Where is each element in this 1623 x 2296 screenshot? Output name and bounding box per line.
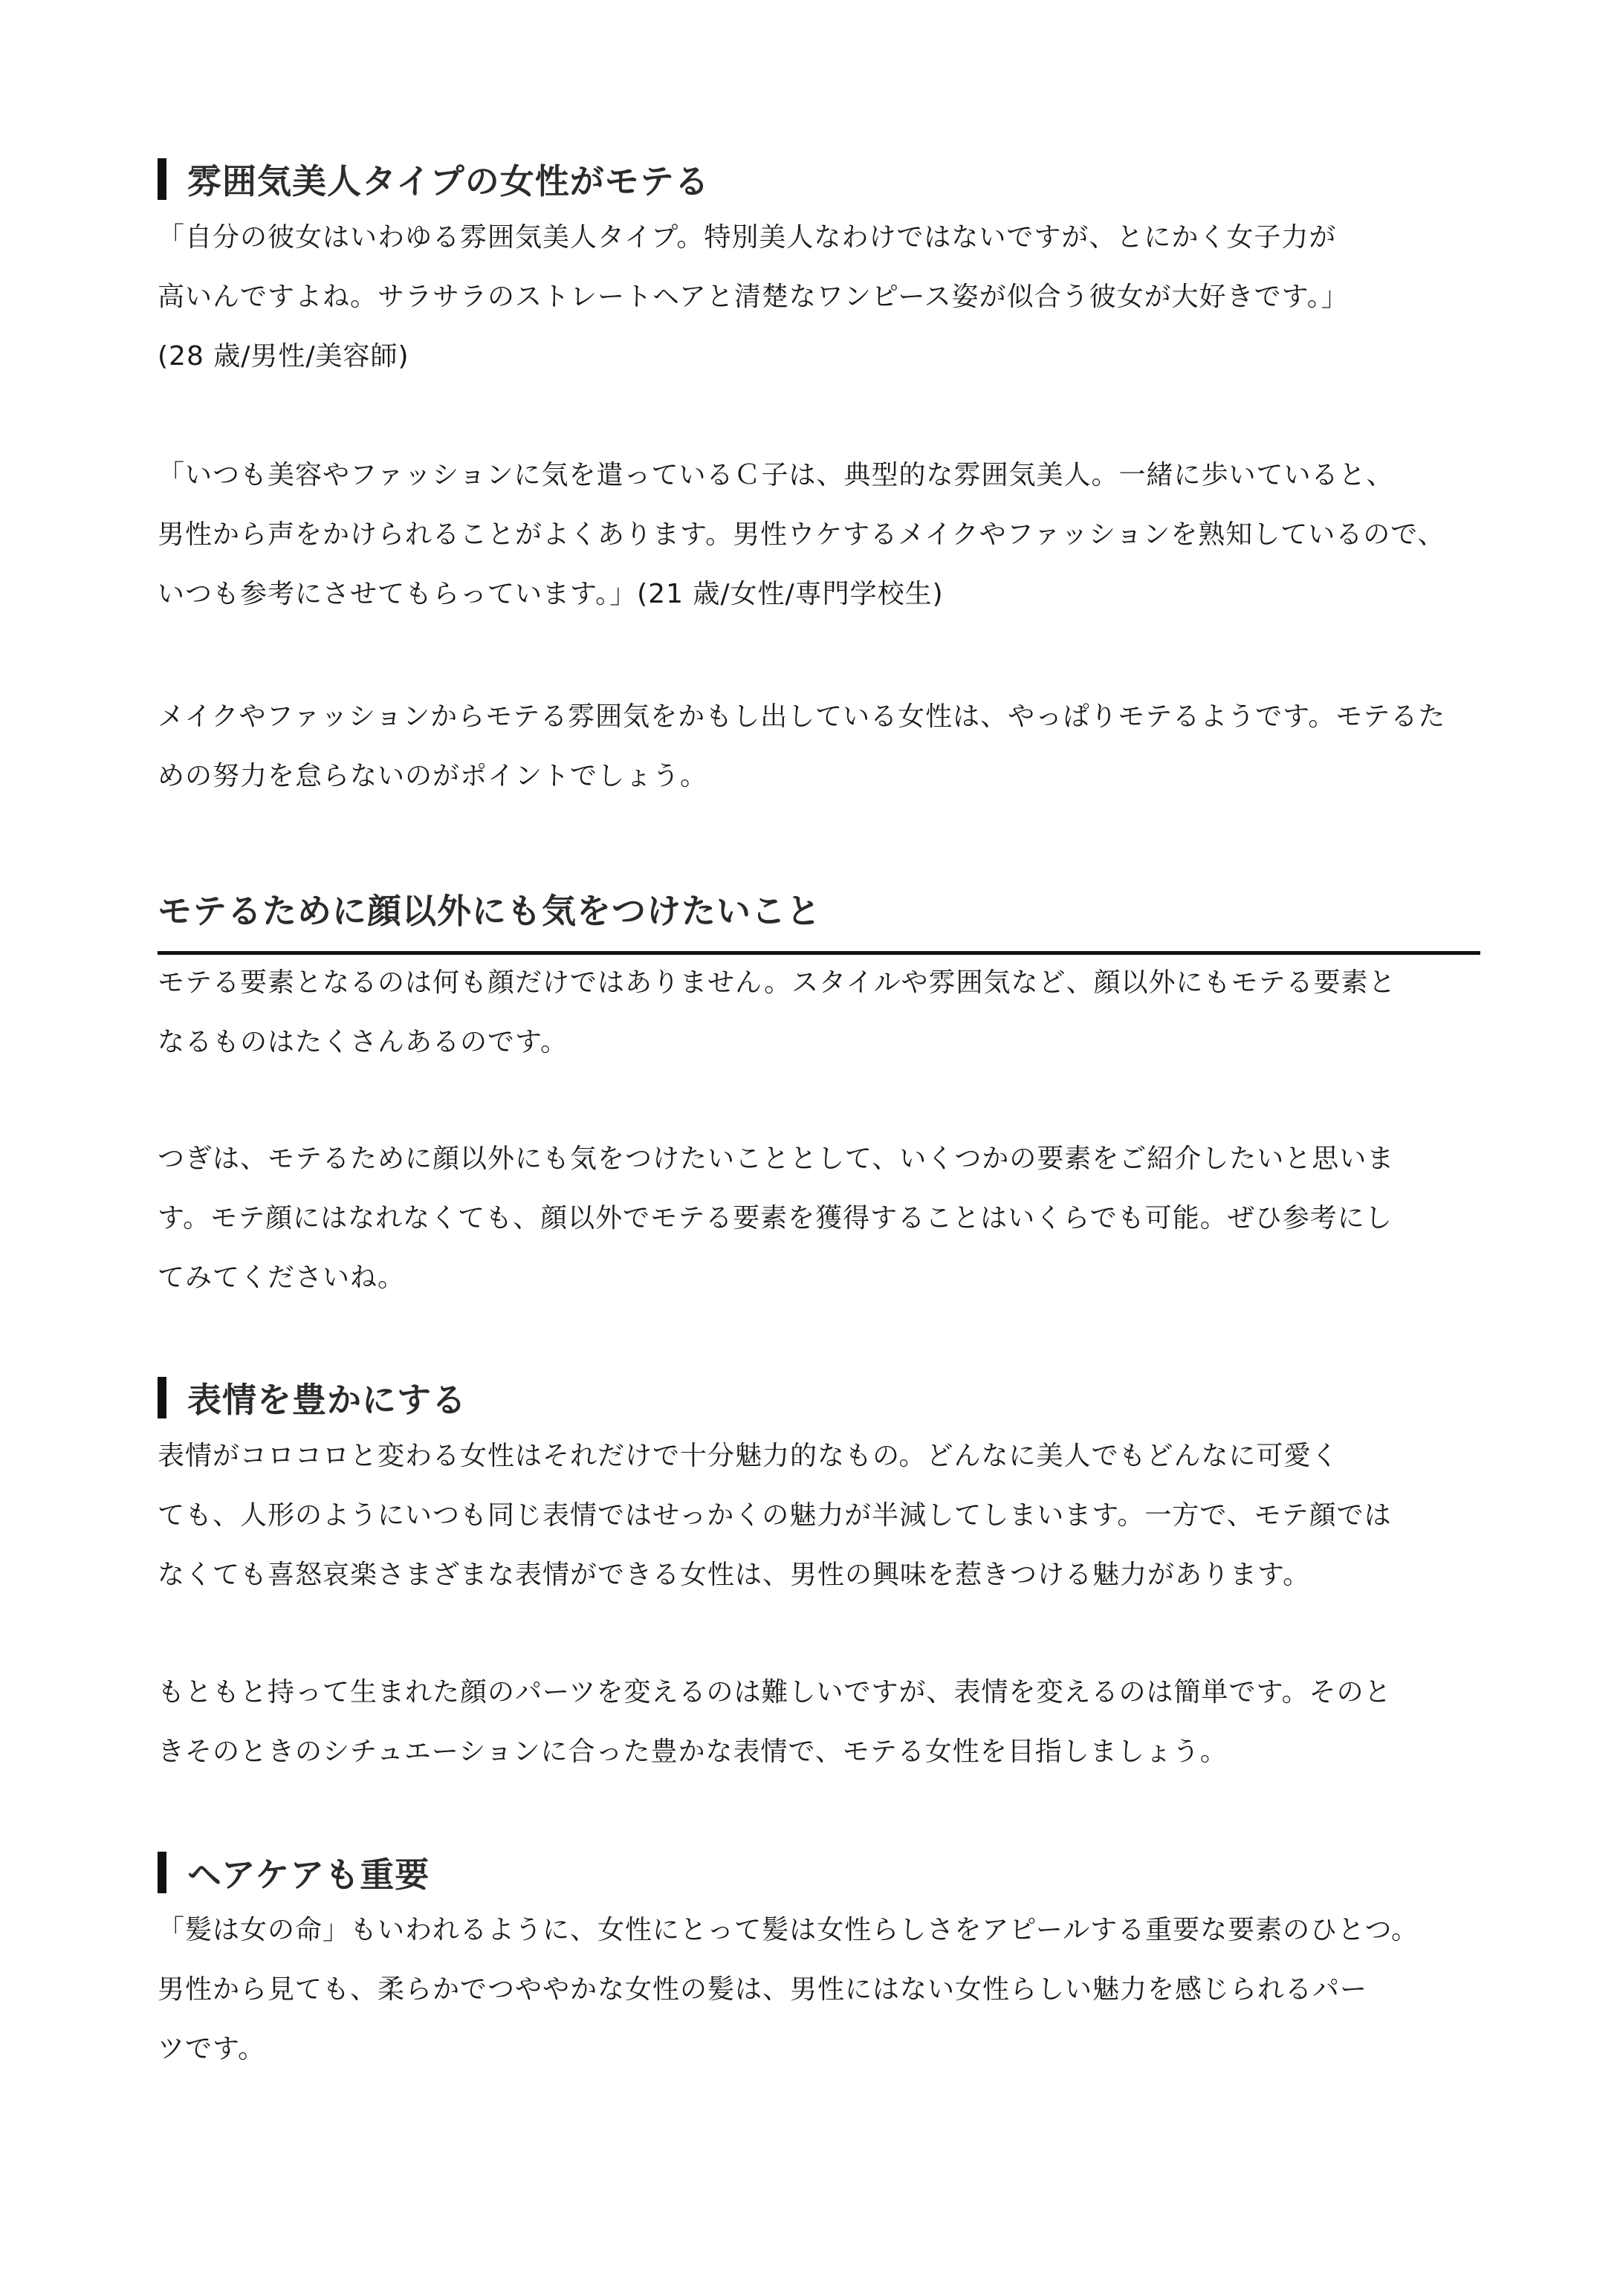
- paragraph-line: いつも参考にさせてもらっています。」(21 歳/女性/専門学校生): [158, 579, 944, 609]
- paragraph-line: ツです。: [158, 2034, 266, 2064]
- section-title: モテるために顔以外にも気をつけたいこと: [158, 891, 821, 931]
- paragraph-line: めの努力を怠らないのがポイントでしょう。: [158, 761, 708, 791]
- paragraph-line: す。モテ顔にはなれなくても、顔以外でモテる要素を獲得することはいくらでも可能。ぜひ参考にし: [158, 1203, 1393, 1233]
- paragraph-line: 「自分の彼女はいわゆる雰囲気美人タイプ。特別美人なわけではないですが、とにかく女子力が: [158, 222, 1337, 253]
- paragraph-line: なるものはたくさんあるのです。: [158, 1027, 568, 1057]
- paragraph-line: モテる要素となるのは何も顔だけではありません。スタイルや雰囲気など、顔以外にもモテる要素と: [158, 967, 1396, 998]
- section-heading-3: [158, 1377, 467, 1418]
- paragraph-line: メイクやファッションからモテる雰囲気をかもし出している女性は、やっぱりモテるようです。モテるた: [158, 701, 1446, 732]
- paragraph-line: 男性から声をかけられることがよくあります。男性ウケするメイクやファッションを熟知しているので、: [158, 519, 1445, 550]
- paragraph-line: てみてくださいね。: [158, 1262, 406, 1293]
- paragraph-line: (28 歳/男性/美容師): [158, 341, 409, 372]
- paragraph-line: きそのときのシチュエーションに合った豊かな表情で、モテる女性を目指しましょう。: [158, 1736, 1228, 1767]
- section-heading-1: [158, 158, 710, 200]
- paragraph-line: もともと持って生まれた顔のパーツを変えるのは難しいですが、表情を変えるのは簡単です。そのと: [158, 1677, 1392, 1708]
- section-title: ヘアケアも重要: [187, 1855, 430, 1895]
- paragraph-line: 男性から見ても、柔らかでつややかな女性の髪は、男性にはない女性らしい魅力を感じられるパー: [158, 1974, 1368, 2005]
- heading-bar-marker: [158, 158, 166, 200]
- heading-underline: [158, 951, 1480, 955]
- heading-bar-marker: [158, 1852, 166, 1893]
- paragraph-line: 「いつも美容やファッションに気を遣っているＣ子は、典型的な雰囲気美人。一緒に歩いていると、: [158, 460, 1394, 490]
- section-title: 雰囲気美人タイプの女性がモテる: [187, 161, 710, 201]
- paragraph-line: ても、人形のようにいつも同じ表情ではせっかくの魅力が半減してしまいます。一方で、モテ顔では: [158, 1500, 1392, 1531]
- section-heading-4: [158, 1852, 430, 1893]
- heading-bar-marker: [158, 1377, 166, 1418]
- paragraph-line: つぎは、モテるために顔以外にも気をつけたいこととして、いくつかの要素をご紹介したいと思いま: [158, 1144, 1395, 1174]
- paragraph-line: 「髪は女の命」もいわれるように、女性にとって髪は女性らしさをアピールする重要な要素のひとつ。: [158, 1915, 1419, 1945]
- paragraph-line: 表情がコロコロと変わる女性はそれだけで十分魅力的なもの。どんなに美人でもどんなに可愛く: [158, 1441, 1339, 1471]
- section-title: 表情を豊かにする: [187, 1380, 467, 1420]
- paragraph-line: 高いんですよね。サラサラのストレートヘアと清楚なワンピース姿が似合う彼女が大好きです。」: [158, 282, 1349, 312]
- paragraph-line: なくても喜怒哀楽さまざまな表情ができる女性は、男性の興味を惹きつける魅力があります。: [158, 1560, 1311, 1590]
- section-heading-2: [158, 884, 1480, 933]
